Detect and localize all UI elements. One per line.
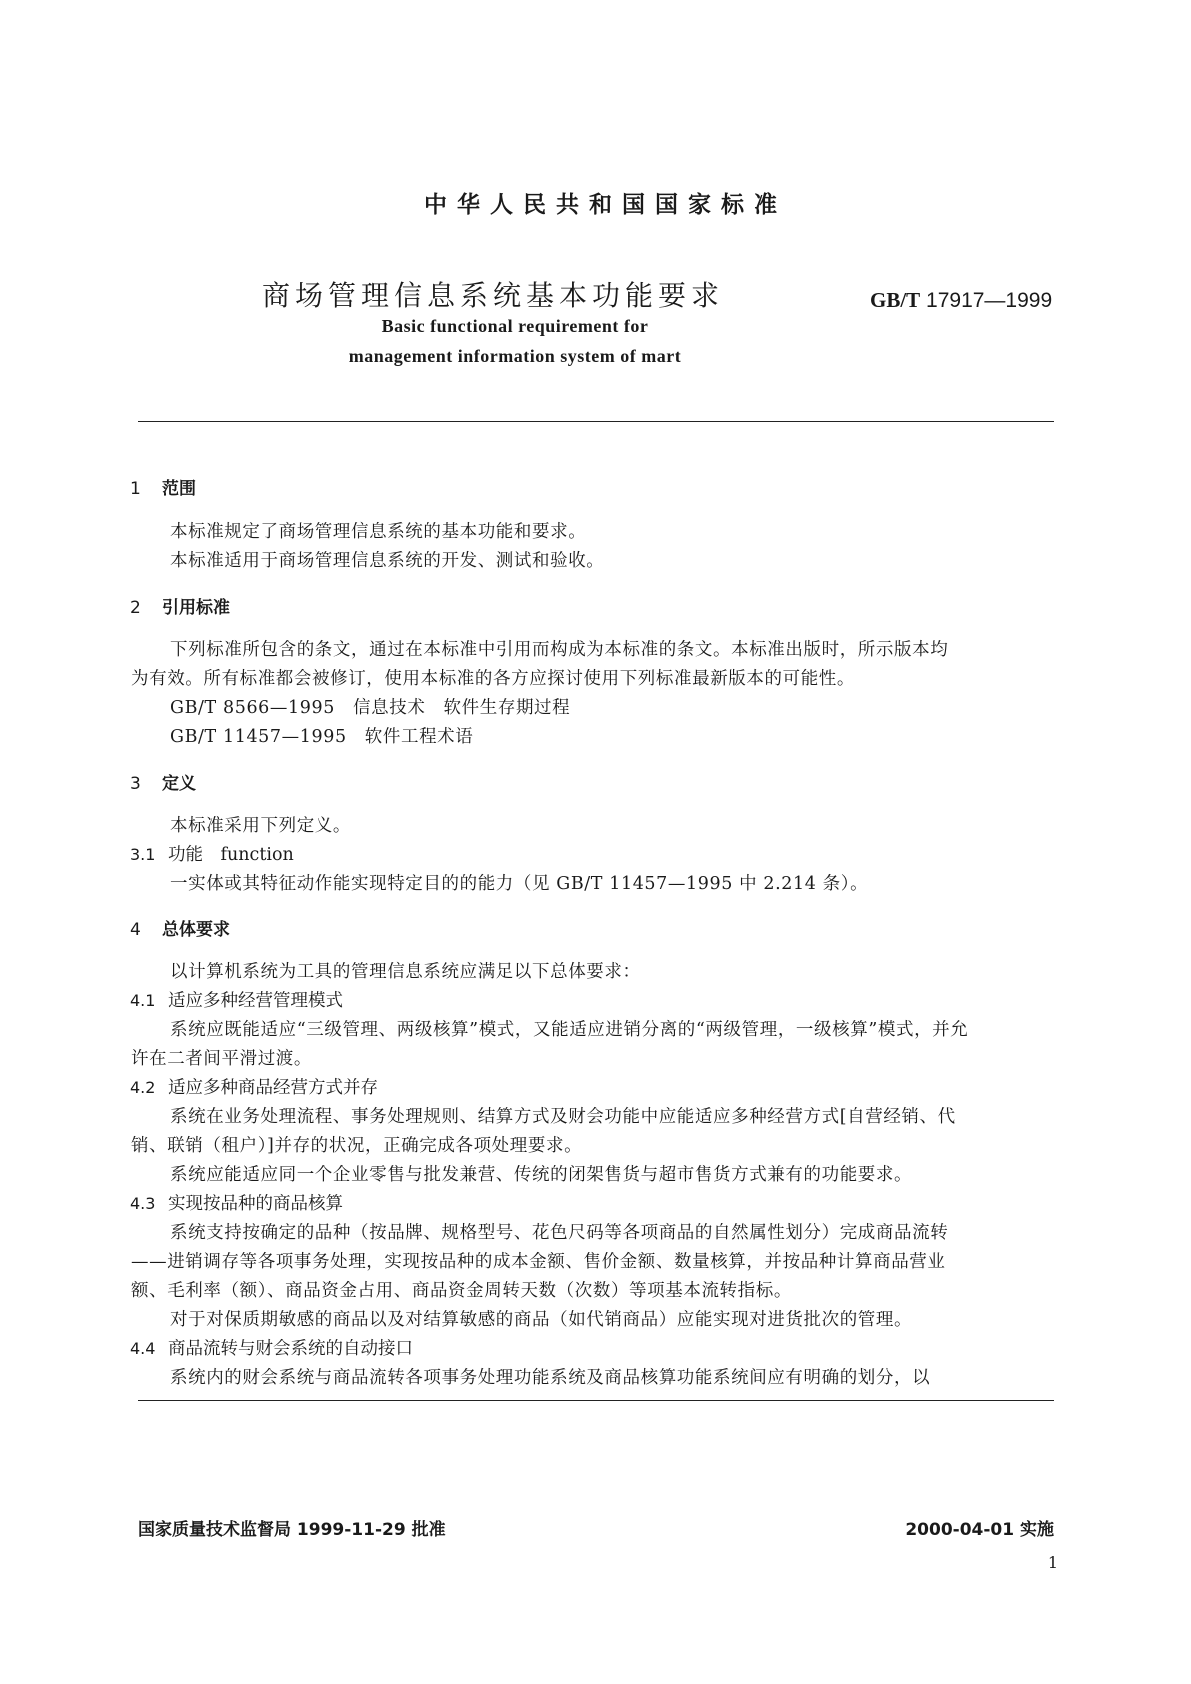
- clause-3-1-text: 一实体或其特征动作能实现特定目的的能力（见 GB/T 11457—1995 中 2.214 条）。: [170, 874, 869, 894]
- clause-4-3-text-line-1: 系统支持按确定的品种（按品牌、规格型号、花色尺码等各项商品的自然属性划分）完成商品流转: [170, 1223, 949, 1243]
- section-4-heading: [130, 915, 230, 940]
- section-1-title: 范围: [162, 479, 196, 499]
- section-4-title: 总体要求: [162, 920, 230, 940]
- document-title-en-line1: Basic functional requirement for: [381, 316, 649, 336]
- clause-4-3-title: 实现按品种的商品核算: [168, 1194, 343, 1214]
- clause-4-3-number: 4.3: [130, 1194, 156, 1213]
- section-2-heading: [130, 593, 230, 618]
- section-2-title: 引用标准: [162, 598, 230, 618]
- section-1-heading: [130, 474, 196, 499]
- clause-4-3-heading: [130, 1190, 343, 1215]
- footer-divider: [138, 1400, 1054, 1401]
- section-1-paragraph-1: 本标准规定了商场管理信息系统的基本功能和要求。: [170, 522, 587, 542]
- clause-4-2-heading: [130, 1074, 378, 1099]
- clause-4-2-text-line-1: 系统在业务处理流程、事务处理规则、结算方式及财会功能中应能适应多种经营方式[自营经销、代: [170, 1107, 956, 1127]
- section-3-title: 定义: [162, 774, 196, 794]
- clause-4-1-text-line-1: 系统应既能适应“三级管理、两级核算”模式，又能适应进销分离的“两级管理，一级核算”模式，并允: [170, 1020, 969, 1040]
- clause-4-4-text-line-1: 系统内的财会系统与商品流转各项事务处理功能系统及商品核算功能系统间应有明确的划分，以: [170, 1368, 931, 1388]
- clause-4-3-text-line-3: 额、毛利率（额）、商品资金占用、商品资金周转天数（次数）等项基本流转指标。: [131, 1281, 792, 1301]
- section-3-number: 3: [130, 774, 141, 794]
- clause-4-1-heading: [130, 987, 343, 1012]
- clause-4-3-text-line-4: 对于对保质期敏感的商品以及对结算敏感的商品（如代销商品）应能实现对进货批次的管理。: [170, 1310, 913, 1330]
- clause-3-1-title: 功能 function: [168, 845, 294, 865]
- clause-4-2-text-line-3: 系统应能适应同一个企业零售与批发兼营、传统的闭架售货与超市售货方式兼有的功能要求。: [170, 1165, 913, 1185]
- clause-3-1-number: 3.1: [130, 845, 156, 864]
- effective-date: 2000-04-01 实施: [905, 1520, 1054, 1540]
- clause-4-2-text-line-2: 销、联销（租户）]并存的状况，正确完成各项处理要求。: [131, 1136, 583, 1156]
- section-2-paragraph-line-1: 下列标准所包含的条文，通过在本标准中引用而构成为本标准的条文。本标准出版时，所示版本均: [170, 640, 949, 660]
- page-number: 1: [1047, 1553, 1058, 1572]
- clause-4-1-number: 4.1: [130, 991, 156, 1010]
- clause-4-2-number: 4.2: [130, 1078, 156, 1097]
- reference-standard-1: GB/T 8566—1995 信息技术 软件生存期过程: [170, 698, 571, 718]
- section-3-heading: [130, 769, 196, 794]
- header-divider: [138, 421, 1054, 422]
- standard-code: 17917—1999: [926, 289, 1053, 312]
- reference-standard-2: GB/T 11457—1995 软件工程术语: [170, 727, 474, 747]
- clause-4-3-text-line-2: ——进销调存等各项事务处理，实现按品种的成本金额、售价金额、数量核算，并按品种计算商品营业: [131, 1252, 946, 1272]
- clause-4-4-number: 4.4: [130, 1339, 156, 1358]
- section-1-paragraph-2: 本标准适用于商场管理信息系统的开发、测试和验收。: [170, 551, 605, 571]
- standard-number: [870, 288, 1052, 313]
- clause-4-2-title: 适应多种商品经营方式并存: [168, 1078, 378, 1098]
- section-4-intro: 以计算机系统为工具的管理信息系统应满足以下总体要求：: [170, 962, 641, 982]
- document-title-en-line2: management information system of mart: [348, 346, 682, 366]
- approval-date: 国家质量技术监督局 1999-11-29 批准: [138, 1520, 446, 1540]
- section-2-number: 2: [130, 598, 141, 618]
- standard-prefix: GB/T: [870, 288, 921, 312]
- section-1-number: 1: [130, 479, 141, 499]
- clause-4-4-heading: [130, 1335, 413, 1360]
- section-3-paragraph-1: 本标准采用下列定义。: [170, 816, 351, 836]
- clause-4-4-title: 商品流转与财会系统的自动接口: [168, 1339, 413, 1359]
- clause-4-1-title: 适应多种经营管理模式: [168, 991, 343, 1011]
- national-standard-header: 中华人民共和国国家标准: [424, 192, 787, 218]
- clause-4-1-text-line-2: 许在二者间平滑过渡。: [131, 1049, 312, 1069]
- document-title-zh: 商场管理信息系统基本功能要求: [262, 279, 725, 312]
- clause-3-1-heading: [130, 841, 294, 866]
- section-4-number: 4: [130, 920, 141, 940]
- section-2-paragraph-line-2: 为有效。所有标准都会被修订，使用本标准的各方应探讨使用下列标准最新版本的可能性。: [131, 669, 855, 689]
